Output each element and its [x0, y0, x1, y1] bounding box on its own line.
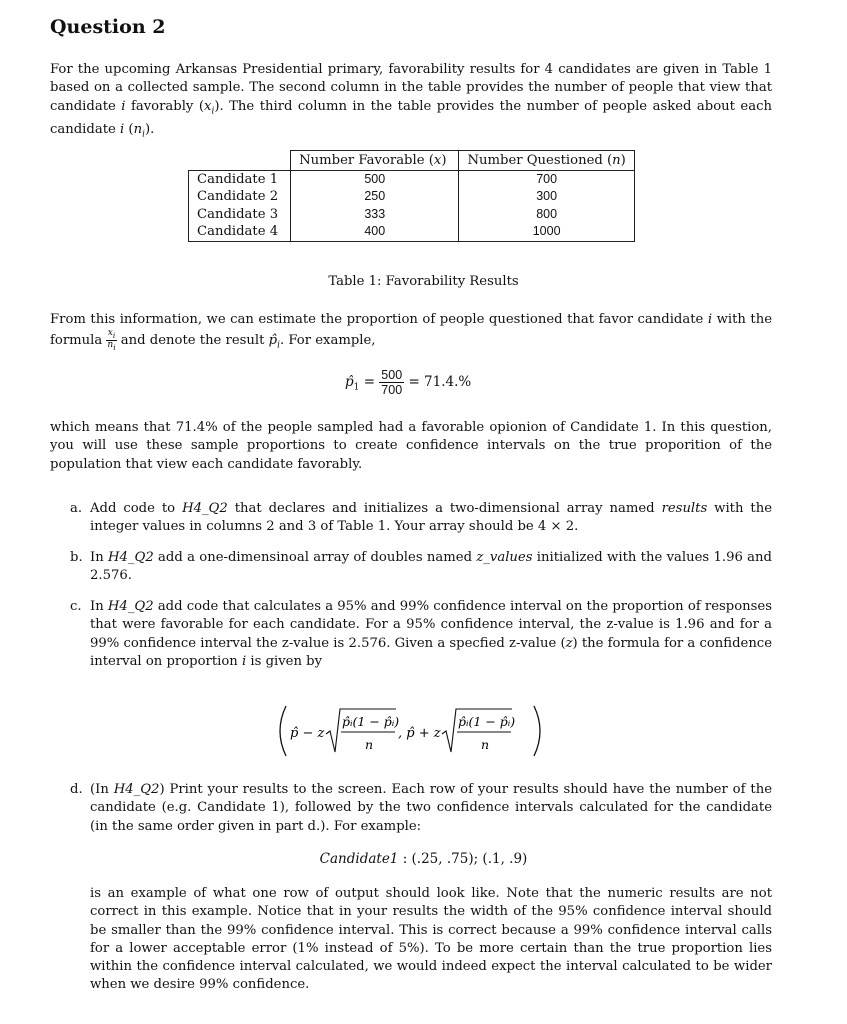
question-title: Question 2 [50, 16, 166, 38]
example-output: Candidate1 : (.25, .75); (.1, .9) [319, 851, 528, 867]
questioned-cell: 300 [459, 188, 634, 206]
table-header-row [189, 151, 635, 171]
closing-paragraph: is an example of what one row of output should look like. Note that the numeric results are not correct in this example. Notice that in your results the width of the 95% confidence interval should be smaller than the 99% confidence interval. This is correct because a 99% confidence interval calls for a lower acceptable error (1% instead of 5%). To be more certain than the true proportion lies within the confidence interval calculated, we would indeed expect the interval calculated to be wider when we desire 99% confidence. [90, 886, 772, 993]
list-item-b: b. In H4_Q2 add a one-dimensinoal array of doubles named z_values initialized with the values 1.96 and 2.576. [70, 550, 772, 584]
questioned-cell: 700 [459, 170, 634, 188]
table-row [189, 206, 635, 224]
table-row [189, 170, 635, 188]
formula-numerator-left: p̂ᵢ(1 − p̂ᵢ) [342, 714, 400, 729]
header-blank [189, 151, 291, 171]
confidence-interval-formula [276, 702, 546, 760]
right-paren [534, 706, 540, 756]
list-item-d: d. (In H4_Q2) Print your results to the screen. Each row of your results should have the number of the candidate (e.g. Candidate 1), followed by the two confidence intervals calculated for the candidate (in the same order given in part d.). For example: [70, 782, 772, 834]
formula-denominator-right: n [481, 737, 490, 752]
candidate-cell: Candidate 2 [189, 188, 291, 206]
favorable-cell: 333 [291, 206, 459, 224]
estimate-paragraph: From this information, we can estimate the proportion of people questioned that favor candidate i with the formula $\frac{x_i}{n_i}$ and denote the result $p̂_i$. For example, [50, 312, 772, 352]
header-favorable: Number Favorable (x) [291, 151, 459, 171]
table-caption: Table 1: Favorability Results [328, 274, 519, 289]
favorable-cell: 250 [291, 188, 459, 206]
questioned-cell: 800 [459, 206, 634, 224]
table-row [189, 223, 635, 241]
table-row [189, 188, 635, 206]
formula-denominator-left: n [365, 737, 374, 752]
candidate-cell: Candidate 1 [189, 170, 291, 188]
formula-mid-term: , p̂ + z [398, 726, 441, 741]
formula-numerator-right: p̂ᵢ(1 − p̂ᵢ) [458, 714, 516, 729]
candidate-cell: Candidate 4 [189, 223, 291, 241]
favorable-cell: 500 [291, 170, 459, 188]
left-paren [280, 706, 286, 756]
meaning-paragraph: which means that 71.4% of the people sampled had a favorable opionion of Candidate 1. In this question, you will use these sample proportions to create confidence intervals on the true proporition of the population that view each candidate favorably. [50, 420, 772, 472]
example-fraction: $\frac{500}{700}$ [381, 368, 403, 397]
example-equation: $p̂_1$ = $\frac{500}{700}$ = 71.4.% [345, 368, 472, 397]
candidate-cell: Candidate 3 [189, 206, 291, 224]
formula-left-term: p̂ − z [290, 726, 325, 741]
favorable-cell: 400 [291, 223, 459, 241]
intro-paragraph: For the upcoming Arkansas Presidential primary, favorability results for 4 candidates are given in Table 1 based on a collected sample. The second column in the table provides the number of people that view that candidate i favorably $(x_i)$. The third column in the table provides the number of people asked about each candidate i $(n_i)$. [50, 62, 772, 140]
inline-fraction: $\frac{x_i}{n_i}$ [107, 328, 116, 352]
header-questioned: Number Questioned (n) [459, 151, 634, 171]
favorability-table [188, 150, 635, 242]
list-item-c: c. In H4_Q2 add code that calculates a 95% and 99% confidence interval on the proportion of responses that were favorable for each candidate. For a 95% confidence interval, the z-value is 1.96 and for a 99% confidence interval the z-value is 2.576. Given a specfied z-value (z) the formula for a confidence interval on proportion i is given by [70, 599, 772, 669]
list-item-a: a. Add code to H4_Q2 that declares and initializes a two-dimensional array named results with the integer values in columns 2 and 3 of Table 1. Your array should be 4 × 2. [70, 501, 773, 535]
questioned-cell: 1000 [459, 223, 634, 241]
